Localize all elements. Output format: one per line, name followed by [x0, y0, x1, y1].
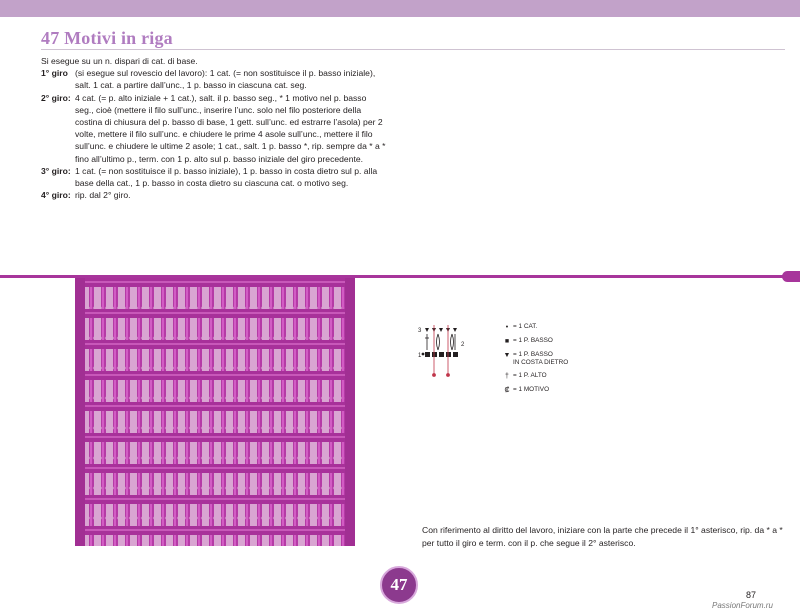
step-text: 1 cat. (= non sostituisce il p. basso iniziale), 1 p. basso in costa dietro sul p. alla base della cat., 1 p. basso in costa dietro su ciascuna cat. o motivo seg. — [75, 165, 378, 189]
legend-label: = 1 MOTIVO — [513, 386, 550, 393]
legend-label: = 1 CAT. — [513, 323, 538, 330]
motif-icon: ₡ — [504, 386, 510, 394]
dot-icon: • — [505, 323, 509, 331]
step-text: (si esegue sul rovescio del lavoro): 1 cat. (= non sostituisce il p. basso iniziale), salt. 1 cat. a partire dall’unc., 1 p. basso in ciascuna cat. seg. — [75, 68, 376, 91]
instructions — [41, 55, 386, 201]
stitch-diagram — [418, 323, 466, 381]
page-title: 47 Motivi in riga — [41, 28, 173, 48]
intro-text: Si esegue su un n. dispari di cat. di base. — [41, 56, 198, 66]
square-icon: ■ — [504, 337, 510, 345]
legend-item-cat — [501, 323, 568, 332]
row-label-3: 3 — [418, 328, 422, 334]
legend-item-basso-costa — [501, 351, 568, 367]
row-label-2: 2 — [461, 342, 465, 348]
step-label: 1° giro — [41, 68, 68, 79]
pattern-number-badge: 47 — [380, 566, 418, 604]
dagger-icon: † — [505, 372, 509, 380]
triangle-icon: ▼ — [503, 351, 511, 359]
top-color-band — [0, 0, 800, 17]
step-label: 3° giro: — [41, 165, 71, 176]
row-label-1: 1 — [418, 353, 422, 359]
legend-label-secondary: IN COSTA DIETRO — [513, 359, 569, 366]
step-4 — [41, 189, 386, 201]
pattern-note: Con riferimento al diritto del lavoro, iniziare con la parte che precede il 1° asterisco, rip. da * a * per tutto il giro e term. con il p. che segue il 2° asterisco. — [422, 525, 783, 548]
legend — [501, 323, 568, 400]
step-label: 2° giro: — [41, 92, 71, 103]
legend-label: = 1 P. BASSO — [513, 351, 553, 358]
page-number: 87 — [746, 590, 757, 600]
legend-label: = 1 P. ALTO — [513, 372, 547, 379]
legend-label: = 1 P. BASSO — [513, 337, 553, 344]
step-2 — [41, 92, 386, 165]
divider-end-cap — [782, 271, 800, 282]
step-label: 4° giro: — [41, 190, 71, 201]
legend-item-motivo — [501, 386, 568, 395]
watermark: PassionForum.ru — [712, 601, 773, 610]
step-text: 4 cat. (= p. alto iniziale + 1 cat.), salt. il p. basso seg., * 1 motivo nel p. basso seg., cioè (mettere il filo sull’unc., inserire l’unc. solo nel filo posteriore della costina di chiusura del p. basso di base, 1 gett. sull’unc. ed estrarre l’asola) per 2 volte, mettere il filo sull’unc. e chiudere le prime 4 asole sull’unc., mettere il filo sull’unc. e chiudere le ultime 2 asole; 1 cat., salt. 1 p. basso *, rip. sempre da * a * fino all’ultimo p., term. con 1 p. alto sul p. basso iniziale del giro precedente. — [75, 92, 386, 164]
step-3 — [41, 165, 386, 189]
step-text: rip. dal 2° giro. — [75, 190, 131, 201]
legend-item-basso — [501, 337, 568, 346]
step-1 — [41, 67, 386, 91]
title-rule — [41, 49, 785, 50]
crochet-swatch-image — [75, 278, 355, 546]
legend-item-alto — [501, 372, 568, 381]
